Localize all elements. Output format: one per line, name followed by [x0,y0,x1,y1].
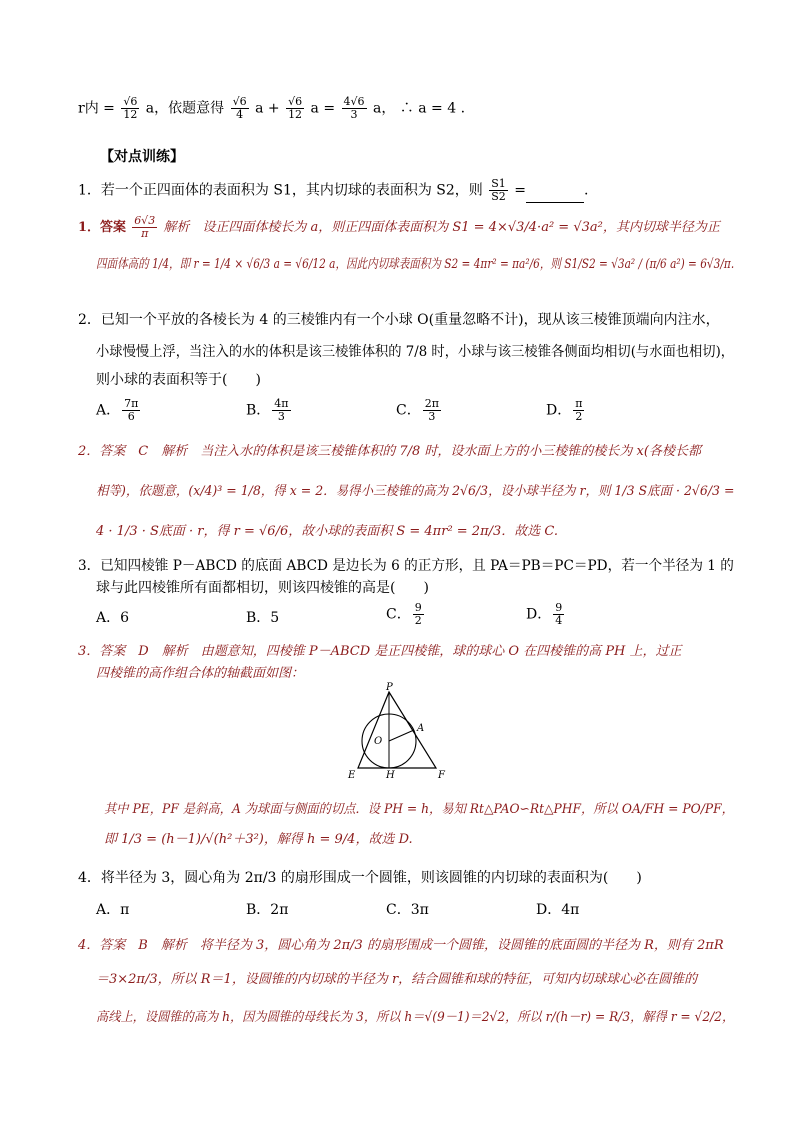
q4-option-c: C．3π [386,902,429,918]
answer-1-line-2: 四面体高的 1/4，即 r = 1/4 × √6/3 a = √6/12 a，因此内切球表面积为 S2 = 4πr² = πa²/6，则 S1/S2 = √3a² / (π/6 a²) = 6√3/π. [96,257,735,272]
r-label: r内 = [78,100,115,117]
answer-3-line-1: 3．答案 D 解析 由题意知，四棱锥 P－ABCD 是正四棱锥，球的球心 O 在四棱锥的高 PH 上，过正 [78,644,682,659]
q4-option-d: D．4π [536,902,580,918]
label-h: H [386,770,395,780]
answer-2-line-2: 相等)，依题意，(x/4)³ = 1/8，得 x = 2．易得小三棱锥的高为 2√6/3，设小球半径为 r，则 1/3 S底面 · 2√6/3 = [96,484,735,499]
answer-2-line-3: 4 · 1/3 · S底面 · r，得 r = √6/6，故小球的表面积 S = 4πr² = 2π/3．故选 C. [96,524,559,539]
radius-oa [389,730,414,741]
answer-3-line-2: 四棱锥的高作组合体的轴截面如图： [96,666,305,681]
fraction: $\frac{√6}{12}$ [123,95,138,121]
fraction: $\frac{4√6}{3}$ [343,95,365,121]
q4-option-a: A．π [96,902,130,918]
q3-option-b: B．5 [246,610,280,626]
question-3-line-2: 球与此四棱锥所有面都相切，则该四棱锥的高是( ) [96,580,429,596]
question-2-line-2: 小球慢慢上浮，当注入的水的体积是该三棱锥体积的 7/8 时，小球与该三棱锥各侧面均相切(与水面也相切)， [96,344,735,360]
answer-blank [526,188,584,203]
q3-option-a: A．6 [96,610,130,626]
question-2-line-3: 则小球的表面积等于( ) [96,372,261,388]
label-o: O [374,736,383,747]
question-2-line-1: 2．已知一个平放的各棱长为 4 的三棱锥内有一个小球 O(重量忽略不计)，现从该三棱锥顶端向内注水， [78,312,720,328]
question-3-line-1: 3．已知四棱锥 P－ABCD 的底面 ABCD 是边长为 6 的正方形，且 PA＝PB＝PC＝PD，若一个半径为 1 的 [78,558,734,574]
label-e: E [348,770,356,780]
q3-option-c: C． $\frac{9}{2}$ [386,601,422,627]
q2-option-d: D． $\frac{\pi}{2}$ [546,397,583,423]
label-a: A [417,723,425,734]
answer-4-line-2: ＝3×2π/3，所以 R＝1，设圆锥的内切球的半径为 r，结合圆锥和球的特征，可知内切球球心必在圆锥的 [96,972,698,987]
fraction: $\frac{√6}{4}$ [232,95,247,121]
cone-cross-section-figure [340,680,460,780]
fraction: $\frac{√6}{12}$ [288,95,303,121]
question-1: 1．若一个正四面体的表面积为 S1，其内切球的表面积为 S2，则 $\frac{S1}{S2}$ = . [78,177,589,203]
answer-3-line-4: 即 1/3 = (h－1)/√(h²＋3²)，解得 h = 9/4，故选 D. [104,832,413,847]
answer-2-line-1: 2．答案 C 解析 当注入水的体积是该三棱锥体积的 7/8 时，设水面上方的小三棱锥的棱长为 x(各棱长都 [78,444,701,459]
top-formula-line: r内 = $\frac{√6}{12}$ a，依题意得 $\frac{√6}{4}$ a + $\frac{√6}{12}$ a = $\frac{4√6}{3}$ a， ∴ a = 4 . [78,95,466,121]
section-title: 【对点训练】 [100,149,184,165]
label-f: F [438,770,445,780]
answer-4-line-3: 高线上，设圆锥的高为 h，因为圆锥的母线长为 3，所以 h＝√(9－1)＝2√2，所以 r/(h－r) = R/3，解得 r = √2/2， [96,1010,735,1025]
answer-3-line-3: 其中 PE，PF 是斜高，A 为球面与侧面的切点．设 PH = h，易知 Rt△PAO∽Rt△PHF，所以 OA/FH = PO/PF， [104,802,734,817]
triangle-pef [358,692,436,768]
answer-1-line-1: 1．答案 $\frac{6√3}{\pi}$ 解析 设正四面体棱长为 a，则正四面体表面积为 S1 = 4×√3/4·a² = √3a²，其内切球半径为正 [78,214,720,240]
q2-option-b: B． $\frac{4\pi}{3}$ [246,397,289,423]
answer-4-line-1: 4．答案 B 解析 将半径为 3，圆心角为 2π/3 的扇形围成一个圆锥，设圆锥的底面圆的半径为 R，则有 2πR [78,938,724,953]
question-4: 4．将半径为 3，圆心角为 2π/3 的扇形围成一个圆锥，则该圆锥的内切球的表面积为( ) [78,870,642,886]
q2-option-c: C． $\frac{2\pi}{3}$ [396,397,439,423]
q4-option-b: B．2π [246,902,289,918]
q3-option-d: D． $\frac{9}{4}$ [526,601,563,627]
q2-option-a: A． $\frac{7\pi}{6}$ [96,397,139,423]
label-p: P [386,682,393,693]
